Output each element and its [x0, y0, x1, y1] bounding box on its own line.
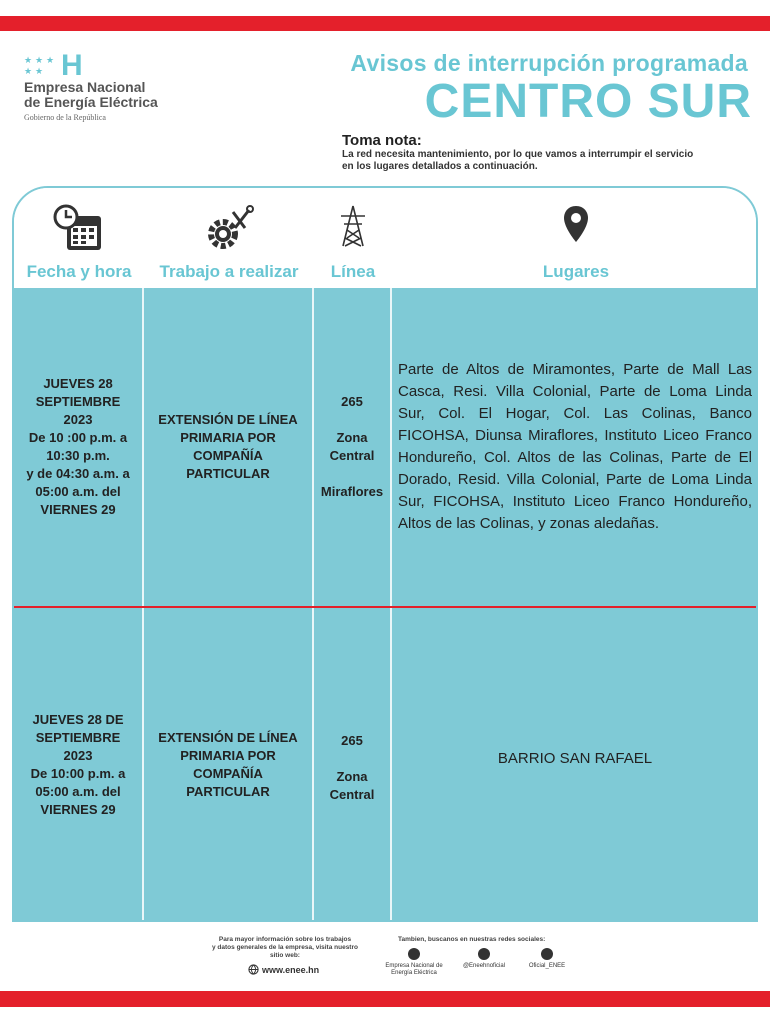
note-heading: Toma nota: — [342, 132, 422, 149]
row1-date-line: VIERNES 29 — [40, 502, 116, 517]
spacer — [321, 411, 383, 429]
row1-line-area: Miraflores — [320, 484, 384, 499]
top-red-bar — [0, 16, 770, 31]
row1-date-line: 05:00 a.m. del — [35, 484, 121, 499]
stars-icon: ★ ★ ★ ★ ★ — [24, 55, 55, 76]
table-row — [14, 288, 756, 606]
row1-line-zone: Central — [329, 448, 375, 463]
row2-date-line: SEPTIEMBRE 2023 — [35, 730, 121, 763]
row2-line-zone: Central — [329, 787, 375, 802]
instagram-label: Oficial_ENEE — [528, 963, 566, 969]
table-row — [14, 608, 756, 922]
row1-line-zone: Zona — [336, 430, 368, 445]
power-tower-icon — [338, 204, 368, 248]
note-line1: La red necesita mantenimiento, por lo que vamos a interrumpir el servicio — [342, 149, 694, 160]
footer-info-line: Para mayor información sobre los trabajos — [218, 936, 352, 943]
row1-date-line: De 10 :00 p.m. a — [28, 430, 128, 445]
row1-work-line: EXTENSIÓN DE LÍNEA — [158, 412, 298, 427]
gear-tools-icon — [201, 204, 257, 254]
row2-date-line: JUEVES 28 DE — [32, 712, 124, 727]
website-text[interactable]: www.enee.hn — [262, 964, 320, 975]
row2-work-line: COMPAÑÍA PARTICULAR — [186, 766, 270, 799]
row2-date — [14, 608, 142, 922]
region-title: CENTRO SUR — [424, 75, 752, 128]
column-label-work: Trabajo a realizar — [159, 262, 299, 281]
page-title: Avisos de interrupción programada — [350, 50, 748, 76]
spacer — [321, 465, 383, 483]
row1-date-line: y de 04:30 a.m. a — [26, 466, 130, 481]
instagram-icon — [541, 948, 553, 960]
row2-work-line: PRIMARIA POR — [180, 748, 276, 763]
column-label-date: Fecha y hora — [26, 262, 132, 281]
column-header-line — [314, 188, 392, 288]
facebook-label: Energía Eléctrica — [391, 970, 437, 976]
row1-line-number: 265 — [341, 394, 363, 409]
twitter-icon — [478, 948, 490, 960]
facebook-label: Empresa Nacional de — [385, 963, 443, 969]
row1-date-line: 2023 — [63, 412, 93, 427]
logo-name-line2: de Energía Eléctrica — [24, 94, 158, 110]
column-label-places: Lugares — [542, 262, 610, 281]
footer-info-line: sitio web: — [270, 952, 300, 959]
row1-work-line: COMPAÑÍA PARTICULAR — [186, 448, 270, 481]
bottom-red-bar — [0, 991, 770, 1007]
column-header-places — [392, 188, 758, 288]
row2-work-line: EXTENSIÓN DE LÍNEA — [158, 730, 298, 745]
row2-work — [144, 608, 312, 922]
footer-info — [200, 936, 370, 960]
row2-places-text: BARRIO SAN RAFAEL — [497, 750, 653, 767]
row1-date-line: JUEVES 28 — [43, 376, 113, 391]
column-header-date — [14, 188, 144, 288]
row2-places — [392, 608, 758, 922]
row1-places — [392, 288, 758, 606]
row1-date — [14, 288, 142, 606]
row2-date-line: 05:00 a.m. del — [35, 784, 121, 799]
logo-subtitle: Gobierno de la República — [24, 113, 106, 122]
calendar-clock-icon — [53, 204, 105, 254]
row1-places-text: Parte de Altos de Miramontes, Parte de Mall Las Casca, Resi. Villa Colonial, Parte de Loma Linda Sur, Col. El Hogar, Col. Las Colinas, Banco FICOHSA, Diunsa Miraflores, Instituto Liceo Franco Hondureño, Col. Altos de las Colinas, Parte de El Dorado, Resid. Villa Colonial, Parte de Loma Linda Sur, FICOHSA, Instituto Liceo Franco Hondureño, Altos de las Colinas, y zonas aledañas. — [398, 361, 752, 532]
twitter-link[interactable] — [456, 948, 512, 970]
row2-date-line: De 10:00 p.m. a — [30, 766, 126, 781]
table-header — [14, 188, 756, 288]
logo-letter: H — [61, 49, 83, 82]
row2-line — [314, 608, 390, 922]
row1-work-line: PRIMARIA POR — [180, 430, 276, 445]
enee-logo — [24, 49, 224, 122]
facebook-link[interactable] — [384, 948, 444, 977]
row2-line-number: 265 — [341, 733, 363, 748]
twitter-label: @Eneehnoficial — [462, 963, 506, 969]
globe-icon — [248, 964, 259, 975]
spacer — [330, 750, 375, 768]
column-header-work — [144, 188, 314, 288]
note-line2: en los lugares detallados a continuación. — [342, 161, 538, 172]
row1-work — [144, 288, 312, 606]
row2-date-line: VIERNES 29 — [40, 802, 116, 817]
row1-line — [314, 288, 390, 606]
facebook-icon — [408, 948, 420, 960]
instagram-link[interactable] — [522, 948, 572, 970]
note-block — [342, 132, 752, 173]
row1-date-line: 10:30 p.m. — [46, 448, 110, 463]
footer-info-line: y datos generales de la empresa, visita nuestro — [212, 944, 358, 951]
column-label-line: Línea — [330, 262, 376, 281]
website-link[interactable] — [248, 964, 319, 975]
row2-line-zone: Zona — [336, 769, 368, 784]
outage-table — [12, 186, 758, 922]
social-heading: Tambien, buscanos en nuestras redes sociales: — [398, 936, 546, 943]
logo-name-line1: Empresa Nacional — [24, 79, 146, 95]
map-pin-icon — [561, 204, 591, 248]
row1-date-line: SEPTIEMBRE — [35, 394, 121, 409]
